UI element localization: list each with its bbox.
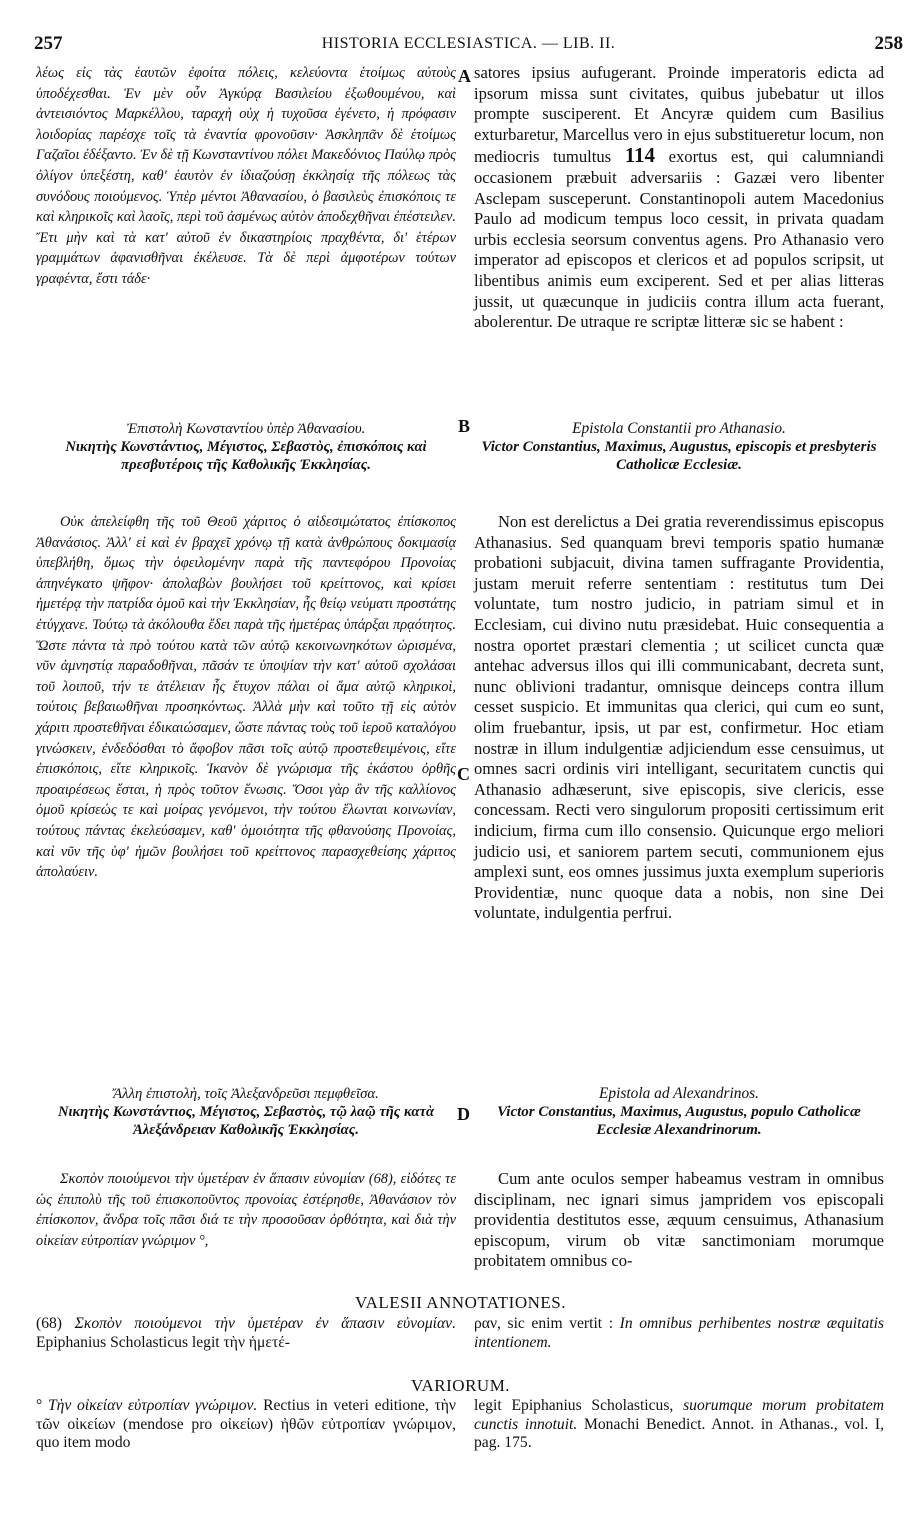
note-italic: suorumque morum probitatem cunctis innotuit. — [474, 1397, 884, 1433]
greek-epistle-2-body — [36, 1169, 456, 1251]
latin-text: Cum ante oculos semper habeamus vestram in omnibus disciplinam, nec ignari simus jampridem vos episcopali providentia destitutos esse, æquum censuimus, Athanasium episcopum, virum ob vitæ sanctimoniam morumque probitatem omnibus co- — [474, 1169, 884, 1271]
latin-text — [474, 63, 884, 333]
note-greek-lemma: Σκοπὸν ποιούμενοι τὴν ὑμετέραν ἐν ἅπασιν εὐνομίαν. — [74, 1315, 457, 1332]
page-number-left: 257 — [34, 33, 63, 54]
note-text: , sic enim vertit : — [497, 1315, 614, 1332]
note-text: Epiphanius Scholasticus legit τὴν ἡμετέ- — [36, 1333, 290, 1351]
note-greek: ραν — [474, 1315, 498, 1332]
latin-epistle-1-address: Victor Constantius, Maximus, Augustus, episcopis et presbyteris Catholicæ Ecclesiæ. — [481, 439, 877, 473]
latin-epistle-2-title: Epistola ad Alexandrinos. — [598, 1085, 760, 1102]
margin-marker-c: C — [457, 764, 470, 784]
column-number: 114 — [624, 143, 656, 168]
latin-text-part-2: exortus est, qui calumniandi occasionem præbuit adversariis : Gazæi vero libenter Asclepam susceperunt. Constantinopoli autem Macedonius Paulo ad modicum tempus loco cessit, in privata quadam urbis ecclesia seorsum conventus agens. Pro Athanasio vero imperator ad episcopos et clericos et ad populos scripsit, ut libentibus animis eum exciperent. Sed et per alias litteras jussit, ut quæcunque in judiciis contra illum acta fuerant, abolerentur. De utraque re scriptæ litteræ sic se habent : — [474, 147, 884, 332]
note-text: Rectius in veteri editione, τὴν τῶν οἰκείων (mendose pro οἰκείων) ἠθῶν εὐτροπίαν γνώριμον, quo item modo — [36, 1397, 456, 1452]
greek-epistle-2-title: Ἄλλη ἐπιστολὴ, τοῖς Ἀλεξανδρεῦσι πεμφθεῖσα. — [113, 1086, 379, 1102]
note-italic: In omnibus perhibentes nostræ æquitatis intentionem. — [474, 1315, 884, 1351]
greek-epistle-1-address: Νικητὴς Κωνστάντιος, Μέγιστος, Σεβαστὸς, ἐπισκόποις καὶ πρεσβυτέροις τῆς Καθολικῆς Ἐκκλησίας. — [65, 439, 427, 473]
note-text: legit Epiphanius Scholasticus, — [474, 1397, 674, 1414]
latin-epistle-2-address: Victor Constantius, Maximus, Augustus, populo Catholicæ Ecclesiæ Alexandrinorum. — [497, 1104, 861, 1138]
latin-text-part-1: satores ipsius aufugerant. Proinde imperatoris edicta ad ipsorum missa sunt civitates, quibus jubebatur ut illos prompte susciperent. Et Ancyræ quidem cum Basilius exturbaretur, Marcellus vero in ejus substitueretur locum, non mediocris tumultus — [474, 63, 884, 167]
latin-epistle-2-body — [474, 1169, 884, 1272]
latin-epistle-1-heading — [474, 420, 884, 474]
greek-epistle-1-title: Ἐπιστολὴ Κωνσταντίου ὑπὲρ Ἀθανασίου. — [126, 421, 366, 437]
page-header — [34, 33, 903, 57]
greek-text: Οὐκ ἀπελείφθη τῆς τοῦ Θεοῦ χάριτος ὁ αἰδεσιμώτατος ἐπίσκοπος Ἀθανάσιος. Ἀλλ' εἰ καὶ ἐν βραχεῖ χρόνῳ τῇ κατὰ ἀνθρώπους δοκιμασίᾳ ὑπεβλήθη, ὅμως τὴν ὀφειλομένην παρὰ τῆς παντεφόρου Προνοίας ἀπηνέγκατο ψῆφον· ἀπολαβὼν βουλήσει τοῦ κρείττονος, καὶ κρίσει ἡμετέρᾳ τὴν πατρίδα ὁμοῦ καὶ τὴν Ἐκκλησίαν, ἧς θείῳ νεύματι προστάτης ἐτύγχανε. Τούτῳ τὰ ἀκόλουθα ἔδει παρὰ τῆς ἡμετέρας ὑπάρξαι πρᾳότητος. Ὥστε πάντα τὰ πρὸ τούτου κατὰ τῶν αὐτῷ κεκοινωνηκότων ὡρισμένα, νῦν ἀμνηστίᾳ παραδοθῆναι, πᾶσάν τε ὑποψίαν τὴν κατ' αὐτοῦ σχολάσαι τοῦ λοιποῦ, τήν τε ἀτέλειαν ἧς ἔτυχον πάλαι οἱ ἅμα αὐτῷ κληρικοὶ, τούτοις βεβαιωθῆναι προσηκόντως. Ἀλλὰ μὴν καὶ τοῦτο τῇ εἰς αὐτὸν χάριτι προστεθῆναι ἐδικαιώσαμεν, ὥστε πάντας τοὺς τοῦ ἱεροῦ καταλόγου γινώσκειν, ἐνδεδόσθαι τὸ ἄφοβον πᾶσι τοῖς αὐτῷ προστεθειμένοις, εἴτε ἐπισκόποις, εἴτε κληρικοῖς. Ἱκανὸν δὲ γνώρισμα τῆς ἑκάστου ὀρθῆς προαιρέσεως ἔσται, ἡ πρὸς τοῦτον ἕνωσις. Ὅσοι γὰρ ἂν τῆς καλλίονος ὁμοῦ κρίσεώς τε καὶ μοίρας γενόμενοι, τὴν τούτου ἕλωνται κοινωνίαν, τούτους πάντας ἐκελεύσαμεν, καθ' ὁμοιότητα τῆς φθανούσης Προνοίας, καὶ νῦν τῆς ὑφ' ἡμῶν βουλήσει τοῦ κρείττονος παρασχεθείσης χάριτος ἀπολαύειν. — [36, 514, 456, 881]
latin-epistle-1-title: Epistola Constantii pro Athanasio. — [572, 420, 786, 437]
variorum-heading: VARIORUM. — [410, 1376, 511, 1395]
running-title: HISTORIA ECCLESIASTICA. — LIB. II. — [321, 35, 616, 52]
page-number-right: 258 — [874, 33, 903, 54]
greek-epistle-1-body — [36, 512, 456, 883]
note-number: (68) — [36, 1315, 62, 1332]
latin-paragraph-1 — [474, 63, 884, 333]
note-text: Monachi Benedict. Annot. in Athanas., vol. I, pag. 175. — [474, 1415, 884, 1452]
margin-marker-b: B — [458, 416, 471, 436]
margin-marker-a: A — [458, 66, 471, 86]
latin-epistle-1-body — [474, 512, 884, 924]
greek-text: λέως εἰς τὰς ἑαυτῶν ἐφοίτα πόλεις, κελεύοντα ἑτοίμως αὐτοὺς ὑποδέχεσθαι. Ἐν μὲν οὖν Ἀγκύρᾳ Βασιλείου ἐξωθουμένου, καὶ ἀντεισιόντος Μαρκέλλου, ταραχὴ οὐχ ἡ τυχοῦσα ἐγένετο, ἡ πρόφασιν λοιδορίας παρέσχε τοῖς τὰ ἐναντία φρονοῦσιν· Ἀσκληπᾶν δὲ ἑτοίμως Γαζαῖοι ἐδέξαντο. Ἐν δὲ τῇ Κωνσταντίνου πόλει Μακεδόνιος Παύλῳ πρὸς ὀλίγον ὑπεξέστη, καθ' ἑαυτὸν ἐν ἰδιαζούσῃ ἐκκλησίᾳ τῆς πόλεως τὰς συνόδους ποιούμενος. Ὑπὲρ μέντοι Ἀθανασίου, ὁ βασιλεὺς ἐπισκόποις τε καὶ κληρικοῖς καὶ λαοῖς, περὶ τοῦ ἀσμένως αὐτὸν ἀποδεχθῆναι ἐπέστειλεν. Ἔτι μὴν καὶ τὰ κατ' αὐτοῦ ἐν δικαστηρίοις πραχθέντα, δι' ἑτέρων γραμμάτων ἀφανισθῆναι ἐκέλευσε. Τὰ δὲ περὶ ἀμφοτέρων τούτων γραφέντα, ἔστι τάδε· — [36, 65, 456, 287]
greek-epistle-1-heading — [36, 420, 456, 474]
greek-paragraph-1 — [36, 63, 456, 290]
greek-epistle-2-heading — [36, 1085, 456, 1139]
greek-epistle-2-address: Νικητὴς Κωνστάντιος, Μέγιστος, Σεβαστὸς, τῷ λαῷ τῆς κατὰ Ἀλεξάνδρειαν Καθολικῆς Ἐκκλησίας. — [57, 1104, 435, 1138]
valesii-note-left — [36, 1315, 456, 1352]
greek-text: Σκοπὸν ποιούμενοι τὴν ὑμετέραν ἐν ἅπασιν εὐνομίαν (68), εἰδότες τε ὡς ἐπιπολὺ τῆς τοῦ ἐπισκοποῦντος προνοίας ἐστέρησθε, Ἀθανάσιον τὸν ἐπίσκοπον, ἄνδρα τοῖς πᾶσι διά τε τὴν προσοῦσαν ὀρθότητα, καὶ διὰ τὴν οἰκείαν εὐτροπίαν γνώριμον °, — [36, 1171, 456, 1249]
valesii-note-right — [474, 1315, 884, 1352]
variorum-note-left — [36, 1397, 456, 1453]
latin-epistle-2-heading — [474, 1085, 884, 1139]
latin-text: Non est derelictus a Dei gratia reverendissimus episcopus Athanasius. Sed quanquam brevi temporis spatio humanæ probationi subjacuit, divina tamen suffragante Providentia, justam meruit referre sententiam : restitutus tum Dei voluntate, tum nostro judicio, in patriam simul et in Ecclesiam, cui divino nutu præsidebat. Huic consequentia a nostra oportet præstari clementia ; ut scilicet cuncta quæ antehac adversus illos qui illi communicabant, decreta sunt, nunc oblivioni tradantur, omnisque deinceps contra illum cesset suspicio. Et immunitas qua clerici, qui cum eo sunt, olim fruebantur, ipsis, ut par est, confirmetur. Hoc etiam nostræ in illum indulgentiæ adjiciendum esse censuimus, ut omnes sacri ordinis viri intelligant, securitatem cunctis qui Athanasio adhæserunt, sive episcopis, sive clericis, esse concessam. Recti vero singulorum propositi certissimum erit indicium, firma cum illo consensio. Quicunque ergo meliori judicio usi, et saniorem partem secuti, communionem ejus amplexi sunt, eos omnes jussimus juxta exemplum superioris Providentiæ, nunc quoque data a nobis, non sine Dei voluntate, indulgentia perfrui. — [474, 512, 884, 923]
valesii-heading: VALESII ANNOTATIONES. — [355, 1293, 566, 1312]
margin-marker-d: D — [457, 1104, 470, 1124]
note-mark: ° — [36, 1397, 43, 1414]
variorum-note-right — [474, 1397, 884, 1453]
note-greek-lemma: Τὴν οἰκείαν εὐτροπίαν γνώριμον. — [47, 1397, 258, 1414]
